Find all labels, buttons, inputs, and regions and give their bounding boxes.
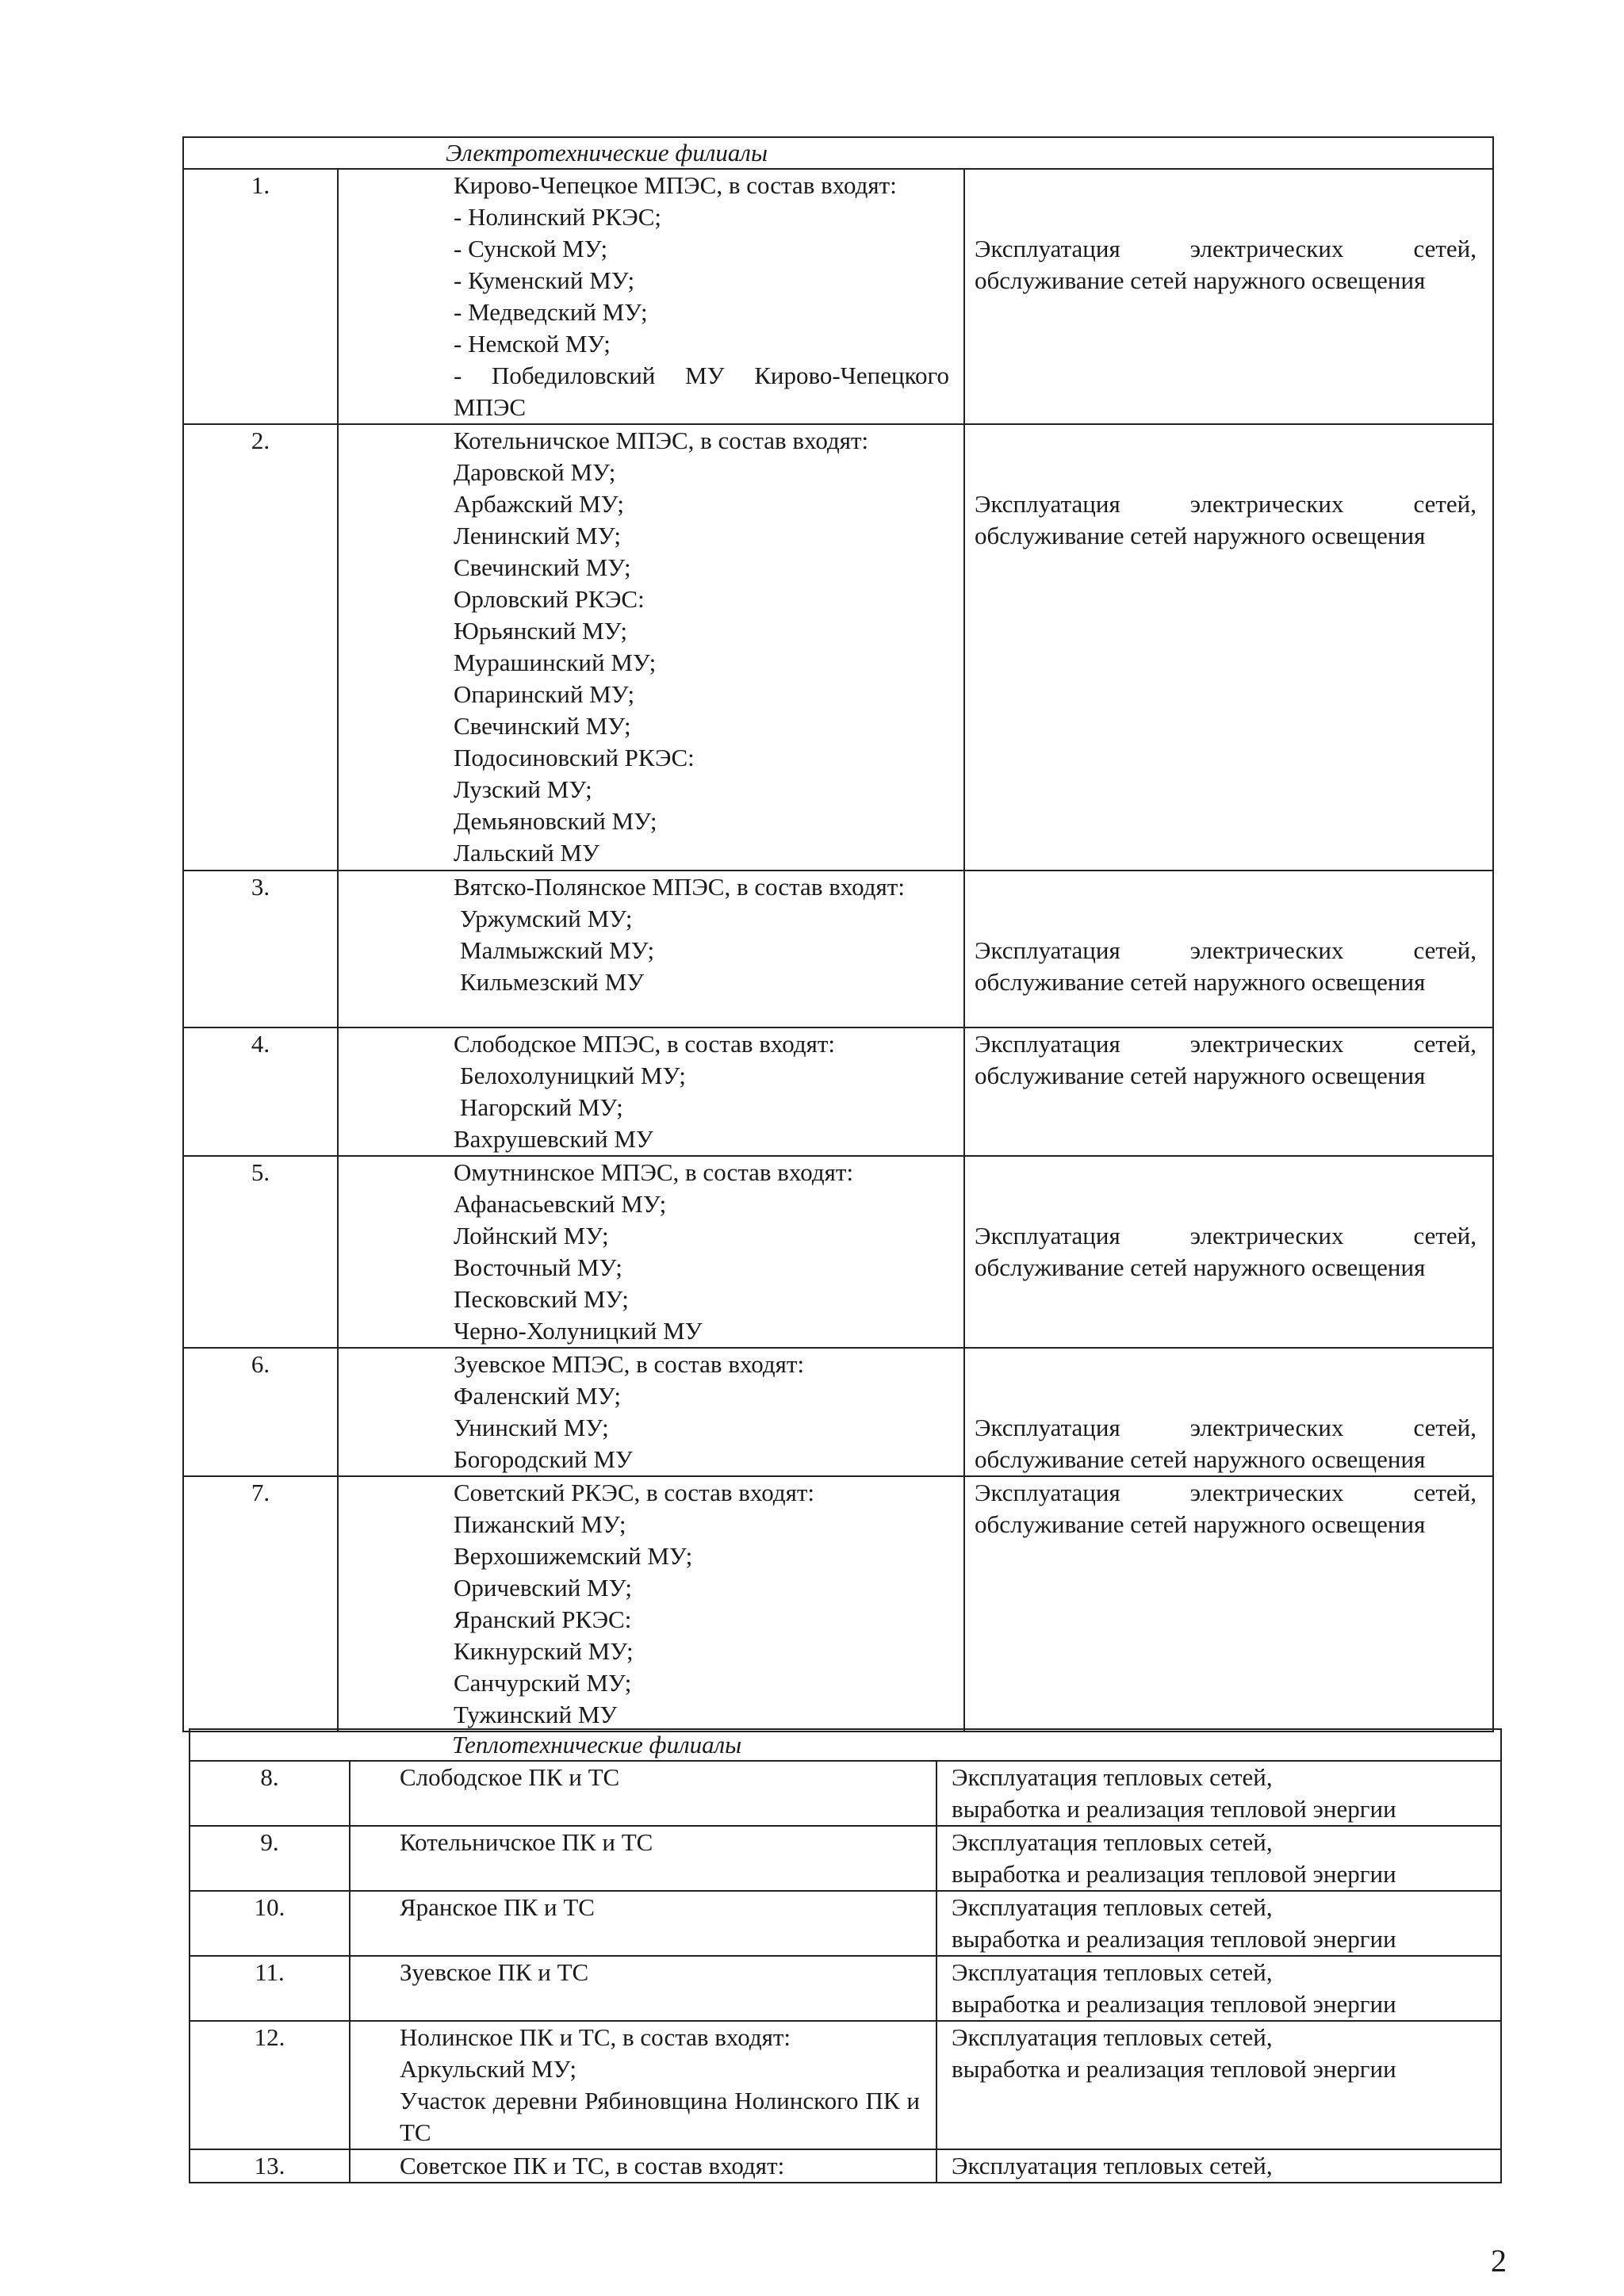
table-row xyxy=(183,169,1493,424)
sub-unit: Мурашинский МУ; xyxy=(454,649,657,676)
sub-unit: Малмыжский МУ; xyxy=(460,936,655,964)
description-line: Эксплуатация тепловых сетей, xyxy=(952,1763,1273,1791)
sub-unit: - Победиловский МУ Кирово-Чепецкого МПЭС xyxy=(454,362,949,421)
sub-unit: - Куменский МУ; xyxy=(454,266,635,294)
row-number: 10. xyxy=(190,1891,350,1956)
description-line: выработка и реализация тепловой энергии xyxy=(952,1925,1396,1953)
table-row xyxy=(183,1348,1493,1476)
branch-name-cell xyxy=(338,1156,964,1348)
sub-unit: Фаленский МУ; xyxy=(454,1382,622,1410)
row-number: 8. xyxy=(190,1761,350,1826)
section-header-thermal xyxy=(190,1729,1501,1761)
activity-description: Эксплуатация электрических сетей, обслуживание сетей наружного освещения xyxy=(964,1348,1493,1476)
row-number: 13. xyxy=(190,2149,350,2183)
sub-unit: - Немской МУ; xyxy=(454,330,611,358)
activity-description xyxy=(936,1826,1501,1891)
description-line: Эксплуатация тепловых сетей, xyxy=(952,1893,1273,1921)
activity-description: Эксплуатация электрических сетей, обслуживание сетей наружного освещения xyxy=(964,1156,1493,1348)
branch-name-cell xyxy=(350,1761,936,1826)
sub-unit: Пижанский МУ; xyxy=(454,1510,626,1538)
activity-description xyxy=(936,1761,1501,1826)
branch-title: Омутнинское МПЭС, в состав входят: xyxy=(454,1158,854,1186)
activity-description: Эксплуатация электрических сетей, обслуживание сетей наружного освещения xyxy=(964,169,1493,424)
description-line: выработка и реализация тепловой энергии xyxy=(952,1990,1396,2018)
description-line: выработка и реализация тепловой энергии xyxy=(952,1860,1396,1888)
table-row xyxy=(183,424,1493,871)
branch-name-cell xyxy=(338,1348,964,1476)
row-number: 7. xyxy=(183,1476,338,1732)
sub-unit: Унинский МУ; xyxy=(454,1414,609,1441)
branch-title: Яранское ПК и ТС xyxy=(400,1893,595,1921)
row-number: 11. xyxy=(190,1956,350,2021)
activity-description: Эксплуатация электрических сетей, обслуживание сетей наружного освещения xyxy=(964,871,1493,1027)
branch-name-cell xyxy=(350,1891,936,1956)
table-row xyxy=(183,1027,1493,1156)
branch-title: Зуевское ПК и ТС xyxy=(400,1958,589,1986)
sub-unit: - Сунской МУ; xyxy=(454,235,608,262)
sub-unit: Кильмезский МУ xyxy=(460,968,645,996)
description-line: Эксплуатация тепловых сетей, xyxy=(952,1828,1273,1856)
sub-unit: Вахрушевский МУ xyxy=(454,1125,653,1153)
thermal-branches-table xyxy=(189,1728,1502,2183)
sub-unit: Орловский РКЭС: xyxy=(454,585,645,613)
sub-unit: Аркульский МУ; xyxy=(400,2055,576,2083)
sub-unit: Уржумский МУ; xyxy=(460,905,633,932)
branch-title: Вятско-Полянское МПЭС, в состав входят: xyxy=(454,873,905,901)
table-row xyxy=(183,1156,1493,1348)
sub-unit: Афанасьевский МУ; xyxy=(454,1190,667,1218)
sub-unit: Даровской МУ; xyxy=(454,458,616,486)
sub-unit: Белохолуницкий МУ; xyxy=(460,1062,686,1089)
description-line: Эксплуатация тепловых сетей, xyxy=(952,1958,1273,1986)
sub-unit: Восточный МУ; xyxy=(454,1253,622,1281)
description-line: выработка и реализация тепловой энергии xyxy=(952,2055,1396,2083)
sub-unit: Кикнурский МУ; xyxy=(454,1637,634,1665)
branch-name-cell xyxy=(350,2149,936,2183)
table-row xyxy=(183,1476,1493,1732)
table-row xyxy=(190,1891,1501,1956)
activity-description xyxy=(936,2021,1501,2149)
section-title: Электротехнические филиалы xyxy=(183,137,1493,169)
branch-name-cell xyxy=(350,2021,936,2149)
sub-unit: Лузский МУ; xyxy=(454,775,592,803)
row-number: 6. xyxy=(183,1348,338,1476)
branch-title: Нолинское ПК и ТС, в состав входят: xyxy=(400,2023,791,2051)
branch-title: Слободское ПК и ТС xyxy=(400,1763,620,1791)
sub-unit: Санчурский МУ; xyxy=(454,1669,632,1697)
branch-title: Зуевское МПЭС, в состав входят: xyxy=(454,1350,805,1378)
branch-title: Котельничское МПЭС, в состав входят: xyxy=(454,427,869,454)
sub-unit: Юрьянский МУ; xyxy=(454,617,628,645)
activity-description xyxy=(936,1956,1501,2021)
electrical-branches-table xyxy=(182,136,1494,1732)
row-number: 3. xyxy=(183,871,338,1027)
sub-unit: Яранский РКЭС: xyxy=(454,1605,632,1633)
page-number: 2 xyxy=(1491,2243,1507,2279)
row-number: 5. xyxy=(183,1156,338,1348)
description-line: Эксплуатация тепловых сетей, xyxy=(952,2023,1273,2051)
table-row xyxy=(183,871,1493,1027)
row-number: 4. xyxy=(183,1027,338,1156)
branch-name-cell xyxy=(338,424,964,871)
description-line: Эксплуатация тепловых сетей, xyxy=(952,2152,1273,2179)
row-number: 12. xyxy=(190,2021,350,2149)
sub-unit: Нагорский МУ; xyxy=(460,1093,623,1121)
activity-description xyxy=(936,1891,1501,1956)
section-header-electrical xyxy=(183,137,1493,169)
branch-title: Котельничское ПК и ТС xyxy=(400,1828,653,1856)
sub-unit: Тужинский МУ xyxy=(454,1701,618,1728)
sub-unit: - Медведский МУ; xyxy=(454,298,648,326)
branch-title: Кирово-Чепецкое МПЭС, в состав входят: xyxy=(454,171,897,199)
table-row xyxy=(190,1761,1501,1826)
row-number: 9. xyxy=(190,1826,350,1891)
branch-title: Советское ПК и ТС, в состав входят: xyxy=(400,2152,785,2179)
description-line: выработка и реализация тепловой энергии xyxy=(952,1795,1396,1823)
sub-unit: Опаринский МУ; xyxy=(454,680,635,708)
branch-name-cell xyxy=(338,1027,964,1156)
sub-unit: Демьяновский МУ; xyxy=(454,807,657,835)
sub-unit: Лальский МУ xyxy=(454,839,599,867)
activity-description: Эксплуатация электрических сетей, обслуживание сетей наружного освещения xyxy=(964,424,1493,871)
branch-title: Слободское МПЭС, в состав входят: xyxy=(454,1030,836,1058)
sub-unit: - Нолинский РКЭС; xyxy=(454,203,662,231)
table-row xyxy=(190,2149,1501,2183)
branch-name-cell xyxy=(350,1956,936,2021)
branch-name-cell xyxy=(338,169,964,424)
row-number: 2. xyxy=(183,424,338,871)
section-title: Теплотехнические филиалы xyxy=(190,1729,1501,1761)
sub-unit: Свечинский МУ; xyxy=(454,553,631,581)
sub-unit: Свечинский МУ; xyxy=(454,712,631,740)
table-row xyxy=(190,2021,1501,2149)
sub-unit: Черно-Холуницкий МУ xyxy=(454,1317,703,1345)
activity-description: Эксплуатация электрических сетей, обслуживание сетей наружного освещения xyxy=(964,1027,1493,1156)
sub-unit: Участок деревни Рябиновщина Нолинского ПК и ТС xyxy=(400,2087,920,2146)
sub-unit: Богородский МУ xyxy=(454,1445,633,1473)
branch-name-cell xyxy=(350,1826,936,1891)
row-number: 1. xyxy=(183,169,338,424)
branch-title: Советский РКЭС, в состав входят: xyxy=(454,1479,815,1506)
sub-unit: Оричевский МУ; xyxy=(454,1574,632,1601)
branch-name-cell xyxy=(338,871,964,1027)
activity-description xyxy=(936,2149,1501,2183)
sub-unit: Ленинский МУ; xyxy=(454,522,622,549)
table-row xyxy=(190,1956,1501,2021)
branch-name-cell xyxy=(338,1476,964,1732)
sub-unit: Подосиновский РКЭС: xyxy=(454,744,695,771)
sub-unit: Песковский МУ; xyxy=(454,1285,629,1313)
sub-unit: Верхошижемский МУ; xyxy=(454,1542,693,1570)
sub-unit: Арбажский МУ; xyxy=(454,490,624,518)
table-row xyxy=(190,1826,1501,1891)
sub-unit: Лойнский МУ; xyxy=(454,1222,609,1249)
activity-description: Эксплуатация электрических сетей, обслуживание сетей наружного освещения xyxy=(964,1476,1493,1732)
